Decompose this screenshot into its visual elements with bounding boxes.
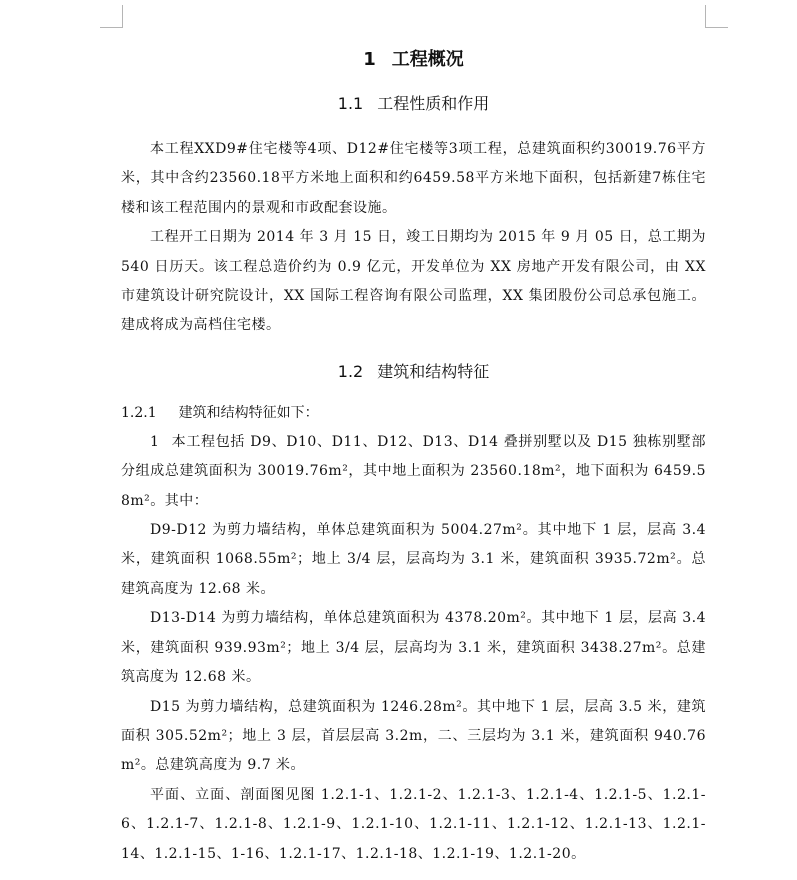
paragraph: D15 为剪力墙结构，总建筑面积为 1246.28m²。其中地下 1 层，层高 3.5 米，建筑面积 305.52m²；地上 3 层，首层层高 3.2m，二、三层均为 3.1 米，建筑面积 940.76m²。总建筑高度为 9.7 米。 [121,698,706,774]
paragraph: 平面、立面、剖面图见图 1.2.1-1、1.2.1-2、1.2.1-3、1.2.1-4、1.2.1-5、1.2.1-6、1.2.1-7、1.2.1-8、1.2.1-9、1.2.1-10、1.2.1-11、1.2.1-12、1.2.1-13、1.2.1-14、1.2.1-15、1-16、1.2.1-17、1.2.1-18、1.2.1-19、1.2.1-20。 [121,786,706,862]
section-number: 1 [363,49,376,70]
subsection-1-1-body [121,135,711,341]
subheading-1-2-1 [121,399,706,428]
section-title: 工程概况 [391,49,464,70]
paragraph: D9-D12 为剪力墙结构，单体总建筑面积为 5004.27m²。其中地下 1 层，层高 3.4 米，建筑面积 1068.55m²；地上 3/4 层，层高均为 3.1 米，建筑面积 3935.72m²。总建筑高度为 12.68 米。 [121,522,711,597]
subsection-heading-1-2 [121,357,706,387]
margin-corner-mark-top-right [705,5,728,28]
paragraph: D13-D14 为剪力墙结构，单体总建筑面积为 4378.20m²。其中地下 1 层，层高 3.4 米，建筑面积 939.93m²；地上 3/4 层，层高均为 3.1 米，建筑面积 3438.27m²。总建筑高度为 12.68 米。 [121,610,711,686]
paragraph: 工程开工日期为 2014 年 3 月 15 日，竣工日期均为 2015 年 9 月 05 日，总工期为 540 日历天。该工程总造价约为 0.9 亿元，开发单位为 XX 房地产开发有限公司，由 XX 市建筑设计研究院设计，XX 国际工程咨询有限公司监理，XX 集团股份公司总承包施工。建成将成为高档住宅楼。 [121,229,711,334]
list-item-number: 1 [150,433,160,450]
document-body [121,43,711,869]
subheading-title: 建筑和结构特征如下： [178,404,319,421]
subsection-number: 1.2 [337,361,364,381]
subsection-heading-1-1 [121,90,706,118]
subsection-title: 建筑和结构特征 [377,361,490,381]
list-item-1 [121,428,706,516]
list-item-text: 本工程包括 D9、D10、D11、D12、D13、D14 叠拼别墅以及 D15 独栋别墅部分组成总建筑面积为 30019.76m²，其中地上面积为 23560.18m²，地下面积为 6459.58m²。其中： [121,433,706,509]
subsection-number: 1.1 [337,94,364,113]
paragraph: 本工程XXD9#住宅楼等4项、D12#住宅楼等3项工程，总建筑面积约30019.76平方米，其中含约23560.18平方米地上面积和约6459.58平方米地下面积，包括新建7栋住宅楼和该工程范围内的景观和市政配套设施。 [121,141,706,216]
section-heading [121,43,706,77]
margin-corner-mark-top-left [100,5,123,28]
subheading-number: 1.2.1 [121,404,157,421]
subsection-title: 工程性质和作用 [377,94,490,113]
